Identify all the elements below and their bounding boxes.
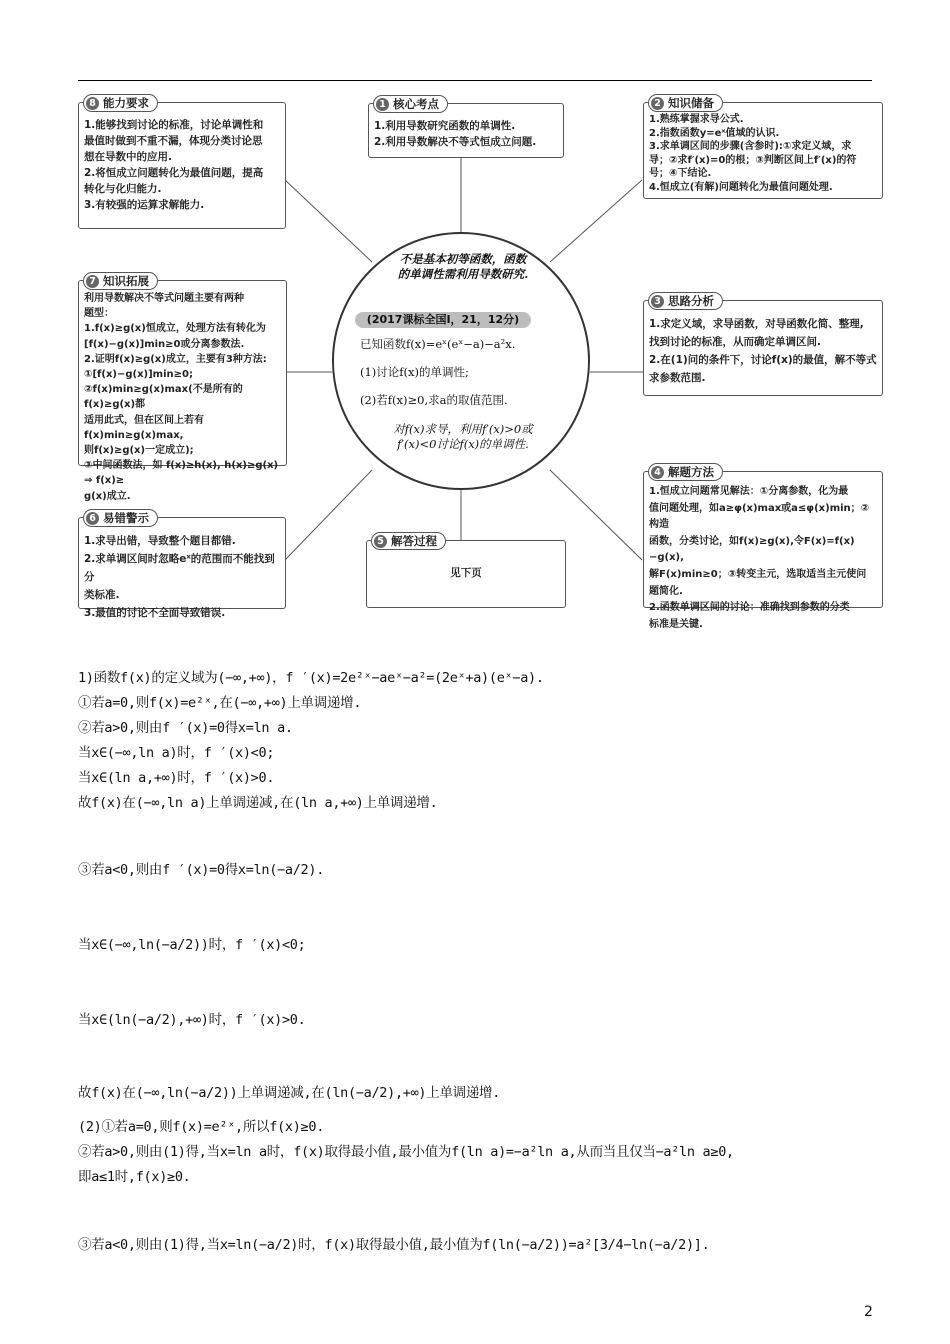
- box-line: 1.能够找到讨论的标准，讨论单调性和: [84, 119, 264, 131]
- box-line: 值问题处理，如a≥φ(x)max或a≤φ(x)min；②构造: [649, 502, 870, 531]
- box-line: 1.求定义域，求导函数，对导函数化简、整理,: [649, 318, 864, 330]
- box-line: g(x)成立.: [84, 490, 131, 502]
- box-line: 1.求导出错，导致整个题目都错.: [84, 535, 236, 547]
- problem-source: (2017课标全国Ⅰ，21，12分): [355, 312, 531, 328]
- solution-line: 当x∈(ln(−a/2),+∞)时，f ′(x)>0.: [78, 1012, 306, 1028]
- box-line: 想在导数中的应用.: [84, 151, 172, 163]
- box-line: ③中间函数法，如 f(x)≥h(x), h(x)≥g(x) ⇒ f(x)≥: [84, 460, 279, 487]
- solution-line: (2)①若a=0,则f(x)=e²ˣ,所以f(x)≥0.: [78, 1119, 325, 1135]
- solution-line: 即a≤1时,f(x)≥0.: [78, 1169, 191, 1185]
- box-line: 号；④下结论.: [649, 168, 712, 179]
- handwritten-note-bottom: 对f(x)求导，利用f′(x)>0或 f′(x)<0讨论f(x)的单调性.: [393, 422, 533, 451]
- box-line: ①[f(x)−g(x)]min≥0;: [84, 369, 193, 381]
- box-line: 见下页: [450, 567, 482, 579]
- box-title: 6 易错警示: [83, 509, 158, 527]
- box-line: 2.求单调区间时忽略eˣ的范围而不能找到分: [84, 553, 275, 583]
- box-problem-solving-methods: [643, 465, 883, 630]
- box-line: 解F(x)min≥0；③转变主元，选取适当主元使问: [649, 568, 867, 580]
- box-title: 3 思路分析: [648, 292, 723, 310]
- box-line: 1.恒成立问题常见解法：①分离参数，化为最: [649, 486, 849, 497]
- box-line: 2.证明f(x)≥g(x)成立，主要有3种方法:: [84, 353, 267, 365]
- solution-line: ②若a>0,则由f ′(x)=0得x=ln a.: [78, 720, 293, 736]
- box-core-points: [368, 97, 564, 158]
- box-title: 8 能力要求: [83, 94, 158, 112]
- box-line: 找到讨论的标准，从而确定单调区间.: [649, 336, 821, 348]
- box-line: [f(x)−g(x)]min≥0或分离参数法.: [84, 338, 245, 350]
- page-number: 2: [864, 1304, 873, 1320]
- box-solution-process: [366, 534, 566, 608]
- box-line: 2.函数单调区间的讨论：准确找到参数的分类: [649, 602, 850, 614]
- box-line: 2.将恒成立问题转化为最值问题，提高: [84, 167, 264, 179]
- box-line: 函数，分类讨论，如f(x)≥g(x),令F(x)=f(x)−g(x),: [649, 535, 855, 564]
- solution-line: 故f(x)在(−∞,ln a)上单调递减,在(ln a,+∞)上单调递增.: [78, 795, 438, 811]
- box-title: 2 知识储备: [648, 94, 723, 112]
- handwritten-note-top: 不是基本初等函数，函数 的单调性需利用导数研究.: [397, 252, 529, 281]
- box-line: 求参数范围.: [649, 372, 706, 384]
- box-line: 1.利用导数研究函数的单调性.: [374, 120, 516, 132]
- box-line: 最值时做到不重不漏，体现分类讨论思: [84, 135, 263, 147]
- solution-line: 当x∈(−∞,ln(−a/2))时，f ′(x)<0;: [78, 937, 306, 953]
- box-line: 导；②求f′(x)=0的根；③判断区间上f′(x)的符: [649, 154, 857, 166]
- box-line: 2.在(1)问的条件下，讨论f(x)的最值，解不等式: [649, 354, 877, 366]
- solution-line: ③若a<0,则由f ′(x)=0得x=ln(−a/2).: [78, 862, 325, 878]
- box-line: 2.指数函数y=eˣ值域的认识.: [649, 127, 780, 139]
- solution-line: 故f(x)在(−∞,ln(−a/2))上单调递减,在(ln(−a/2),+∞)上单调递增.: [78, 1085, 501, 1101]
- box-line: 1.熟练掌握求导公式.: [649, 114, 744, 125]
- box-title: 1 核心考点: [373, 95, 448, 113]
- solution-line: ②若a>0,则由(1)得,当x=ln a时，f(x)取得最小值,最小值为f(ln a)=−a²ln a,从而当且仅当−a²ln a≥0,: [78, 1144, 734, 1160]
- box-ability-requirements: [78, 96, 286, 229]
- box-line: 适用此式，但在区间上若有f(x)min≥g(x)max,: [84, 414, 204, 441]
- box-title: 5 解答过程: [371, 532, 446, 550]
- box-line: 转化与化归能力.: [84, 183, 162, 195]
- problem-stem: 已知函数f(x)=eˣ(eˣ−a)−a²x.: [360, 337, 516, 351]
- box-line: 题型：: [84, 308, 114, 320]
- box-thinking-analysis: [643, 294, 883, 396]
- box-line: ②f(x)min≥g(x)max(不是所有的f(x)≥g(x)都: [84, 384, 243, 411]
- box-line: 3.最值的讨论不全面导致错误.: [84, 607, 226, 619]
- box-error-warnings: [78, 511, 286, 619]
- box-line: 3.求单调区间的步骤(含参时):①求定义域，求: [649, 141, 852, 152]
- solution-line: ①若a=0,则f(x)=e²ˣ,在(−∞,+∞)上单调递增.: [78, 695, 362, 711]
- solution-line: 1)函数f(x)的定义域为(−∞,+∞)，f ′(x)=2e²ˣ−aeˣ−a²=(2eˣ+a)(eˣ−a).: [78, 670, 544, 686]
- box-line: 题简化.: [649, 585, 683, 597]
- box-line: 2.利用导数解决不等式恒成立问题.: [374, 136, 537, 148]
- box-knowledge-reserve: [643, 96, 883, 199]
- box-line: 利用导数解决不等式问题主要有两种: [84, 293, 244, 304]
- solution-line: 当x∈(ln a,+∞)时，f ′(x)>0.: [78, 770, 275, 786]
- box-title: 7 知识拓展: [83, 272, 158, 290]
- question-2: (2)若f(x)≥0,求a的取值范围.: [360, 393, 508, 407]
- box-line: 4.恒成立(有解)问题转化为最值问题处理.: [649, 181, 833, 193]
- box-title: 4 解题方法: [648, 463, 723, 481]
- solution-line: 当x∈(−∞,ln a)时，f ′(x)<0;: [78, 745, 275, 761]
- box-line: 则f(x)≥g(x)一定成立);: [84, 445, 194, 457]
- solution-line: ③若a<0,则由(1)得,当x=ln(−a/2)时，f(x)取得最小值,最小值为f(ln(−a/2))=a²[3/4−ln(−a/2)].: [78, 1237, 710, 1253]
- box-knowledge-extension: [78, 274, 287, 502]
- box-line: 3.有较强的运算求解能力.: [84, 199, 205, 211]
- box-line: 1.f(x)≥g(x)恒成立，处理方法有转化为: [84, 323, 266, 335]
- box-line: 类标准.: [84, 589, 120, 601]
- box-line: 标准是关键.: [649, 618, 703, 630]
- question-1: (1)讨论f(x)的单调性;: [360, 365, 469, 379]
